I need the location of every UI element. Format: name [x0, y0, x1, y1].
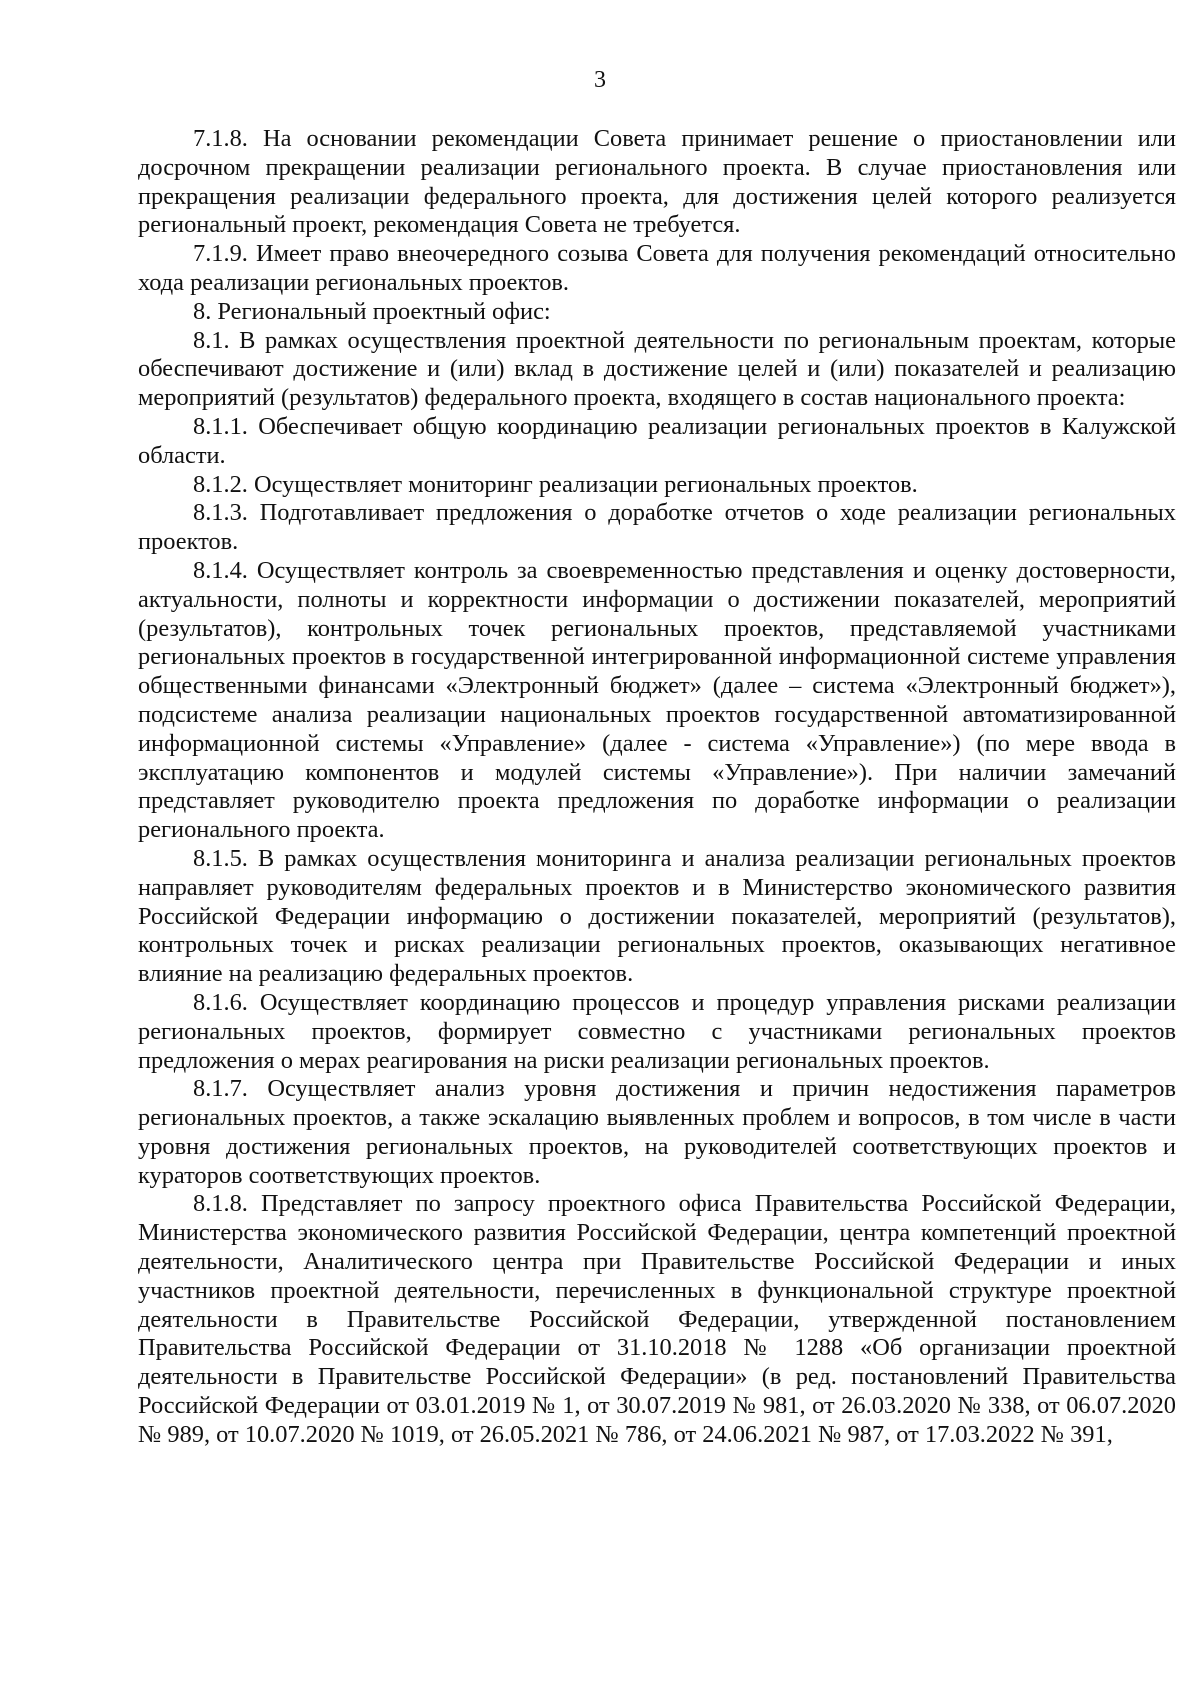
section-heading-8: 8. Региональный проектный офис:: [193, 297, 551, 325]
paragraph-8-1-1: 8.1.1. Обеспечивает общую координацию реализации региональных проектов в Калужской области.: [138, 412, 1176, 469]
paragraph-8-1-2: 8.1.2. Осуществляет мониторинг реализации региональных проектов.: [193, 470, 918, 498]
paragraph-8-1-3: 8.1.3. Подготавливает предложения о доработке отчетов о ходе реализации региональных проектов.: [138, 499, 1176, 556]
document-body: [138, 125, 1176, 1450]
paragraph-8-1-5: 8.1.5. В рамках осуществления мониторинга и анализа реализации региональных проектов направляет руководителям федеральных проектов и в Министерство экономического развития Российской Федерации информацию о достижении показателей, мероприятий (результатов), контрольных точек и рисках реализации региональных проектов, оказывающих негативное влияние на реализацию федеральных проектов.: [138, 844, 1176, 988]
paragraph-8-1-7: 8.1.7. Осуществляет анализ уровня достижения и причин недостижения параметров региональных проектов, а также эскалацию выявленных проблем и вопросов, в том числе в части уровня достижения региональных проектов, на руководителей соответствующих проектов и кураторов соответствующих проектов.: [138, 1075, 1176, 1189]
paragraph-8-1-6: 8.1.6. Осуществляет координацию процессов и процедур управления рисками реализации региональных проектов, формирует совместно с участниками региональных проектов предложения о мерах реагирования на риски реализации региональных проектов.: [138, 988, 1176, 1074]
paragraph-8-1: 8.1. В рамках осуществления проектной деятельности по региональным проектам, которые обеспечивают достижение и (или) вклад в достижение целей и (или) показателей и реализацию мероприятий (результатов) федерального проекта, входящего в состав национального проекта:: [138, 326, 1176, 412]
page-number: 3: [594, 67, 606, 93]
paragraph-7-1-9: 7.1.9. Имеет право внеочередного созыва Совета для получения рекомендаций относительно хода реализации региональных проектов.: [138, 240, 1176, 296]
paragraph-8-1-8: 8.1.8. Представляет по запросу проектного офиса Правительства Российской Федерации, Министерства экономического развития Российской Федерации, центра компетенций проектной деятельности, Аналитического центра при Правительстве Российской Федерации и иных участников проектной деятельности, перечисленных в функциональной структуре проектной деятельности в Правительстве Российской Федерации, утвержденной постановлением Правительства Российской Федерации от 31.10.2018 № 1288 «Об организации проектной деятельности в Правительстве Российской Федерации» (в ред. постановлений Правительства Российской Федерации от 03.01.2019 № 1, от 30.07.2019 № 981, от 26.03.2020 № 338, от 06.07.2020 № 989, от 10.07.2020 № 1019, от 26.05.2021 № 786, от 24.06.2021 № 987, от 17.03.2022 № 391,: [138, 1190, 1176, 1448]
paragraph-8-1-4: 8.1.4. Осуществляет контроль за своевременностью представления и оценку достоверности, актуальности, полноты и корректности информации о достижении показателей, мероприятий (результатов), контрольных точек региональных проектов, представляемой участниками региональных проектов в государственной интегрированной информационной системе управления общественными финансами «Электронный бюджет» (далее – система «Электронный бюджет»), подсистеме анализа реализации национальных проектов государственной автоматизированной информационной системы «Управление» (далее - система «Управление») (по мере ввода в эксплуатацию компонентов и модулей системы «Управление»). При наличии замечаний представляет руководителю проекта предложения по доработке информации о реализации регионального проекта.: [138, 556, 1176, 844]
paragraph-7-1-8: 7.1.8. На основании рекомендации Совета принимает решение о приостановлении или досрочном прекращении реализации регионального проекта. В случае приостановления или прекращения реализации федерального проекта, для достижения целей которого реализуется региональный проект, рекомендация Совета не требуется.: [138, 125, 1176, 239]
